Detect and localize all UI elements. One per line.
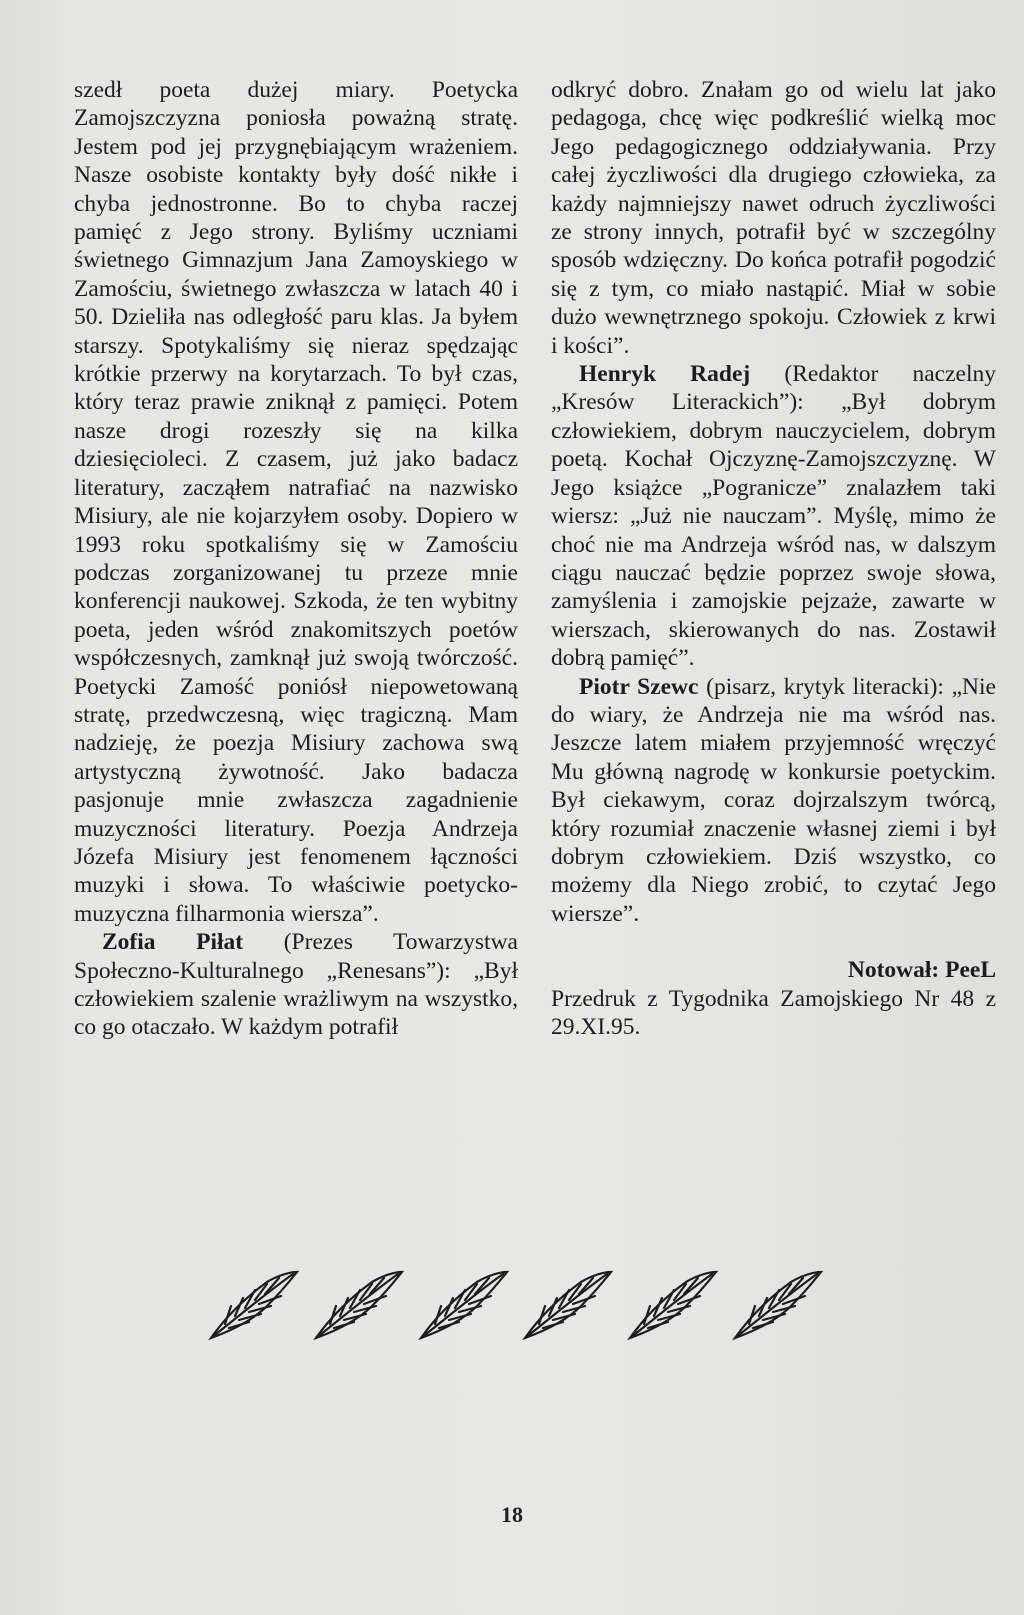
- right-paragraph-piotr-szewc: [551, 673, 996, 929]
- speaker-name: Piotr Szewc: [579, 673, 699, 700]
- speaker-statement: (pisarz, krytyk literacki): „Nie do wiary, że Andrzeja nie ma wśród nas. Jeszcze latem miałem przyjemność wręczyć Mu główną nagrodę w konkursie poetyckim. Był ciekawym, coraz dojrzalszym twórcą, który rozumiał znaczenie własnej ziemi i był dobrym człowiekiem. Dziś wszystko, co możemy dla Niego zrobić, to czytać Jego wiersze”.: [551, 673, 996, 927]
- author-signature: Notował: PeeL: [847, 957, 996, 984]
- leaf-icon: [519, 1268, 615, 1342]
- leaf-icon: [624, 1268, 720, 1342]
- leaf-icon: [205, 1268, 301, 1342]
- leaf-icon: [310, 1268, 406, 1342]
- left-column: [74, 76, 518, 1042]
- speaker-name: Henryk Radej: [579, 361, 751, 388]
- right-paragraph-continuation: odkryć dobro. Znałam go od wielu lat jako pedagoga, chcę więc podkreślić wielką moc Jego pedagogicznego oddziaływania. Przy całej życzliwości dla drugiego człowieka, za każdy najmniejszy nawet odruch życzliwości ze strony innych, potrafił być w szczególny sposób wdzięczny. Do końca potrafił pogodzić się z tym, co miało nastąpić. Miał w sobie dużo wewnętrznego spokoju. Człowiek z krwi i kości”.: [551, 77, 996, 359]
- left-paragraph-continuation: szedł poeta dużej miary. Poetycka Zamojszczyzna poniosła poważną stratę. Jestem pod jej przygnębiającym wrażeniem. Nasze osobiste kontakty były dość nikłe i chyba jednostronne. Bo to chyba raczej pamięć z Jego strony. Byliśmy uczniami świetnego Gimnazjum Jana Zamoyskiego w Zamościu, świetnego zwłaszcza w latach 40 i 50. Dzieliła nas odległość paru klas. Ja byłem starszy. Spotykaliśmy się nieraz spędzając krótkie przerwy na korytarzach. To był czas, który teraz prawie zniknął z pamięci. Potem nasze drogi rozeszły się na kilka dziesięcioleci. Z czasem, już jako badacz literatury, zacząłem natrafiać na nazwisko Misiury, ale nie kojarzyłem osoby. Dopiero w 1993 roku spotkaliśmy się w Zamościu podczas zorganizowanej tu przeze mnie konferencji naukowej. Szkoda, że ten wybitny poeta, jeden wśród znakomitszych poetów współczesnych, zamknął już swoją twórczość. Poetycki Zamość poniósł niepowetowaną stratę, przedwczesną, więc tragiczną. Mam nadzieję, że poezja Misiury zachowa swą artystyczną żywotność. Jako badacza pasjonuje mnie zwłaszcza zagadnienie muzyczności literatury. Poezja Andrzeja Józefa Misiury jest fenomenem łączności muzyki i słowa. To właściwie poetycko-muzyczna filharmonia wiersza”.: [74, 77, 518, 927]
- leaf-icon: [729, 1268, 825, 1342]
- left-paragraph-zofia-pilat: [74, 928, 518, 1042]
- leaf-ornament-row: [205, 1268, 825, 1342]
- speaker-statement: (Redaktor naczelny „Kresów Literackich”): „Był dobrym człowiekiem, dobrym nauczycielem, dobrym poetą. Kochał Ojczyznę-Zamojszczyznę. W Jego książce „Pogranicze” znalazłem taki wiersz: „Już nie nauczam”. Myślę, mimo że choć nie ma Andrzeja wśród nas, w dalszym ciągu nauczać będzie poprzez swoje słowa, zamyślenia i zamojskie pejzaże, zawarte w wierszach, skierowanych do nas. Zostawił dobrą pamięć”.: [551, 361, 997, 672]
- right-column: [551, 76, 996, 1041]
- page-number: 18: [501, 1502, 523, 1527]
- right-paragraph-henryk-radej: [551, 360, 996, 672]
- speaker-name: Zofia Piłat: [102, 929, 244, 956]
- reprint-source: Przedruk z Tygodnika Zamojskiego Nr 48 z 29.XI.95.: [551, 985, 996, 1040]
- leaf-icon: [415, 1268, 511, 1342]
- speaker-statement: (Prezes Towarzystwa Społeczno-Kulturalnego „Renesans”): „Był człowiekiem szalenie wrażliwym na wszystko, co go otaczało. W każdym potrafił: [74, 929, 518, 1041]
